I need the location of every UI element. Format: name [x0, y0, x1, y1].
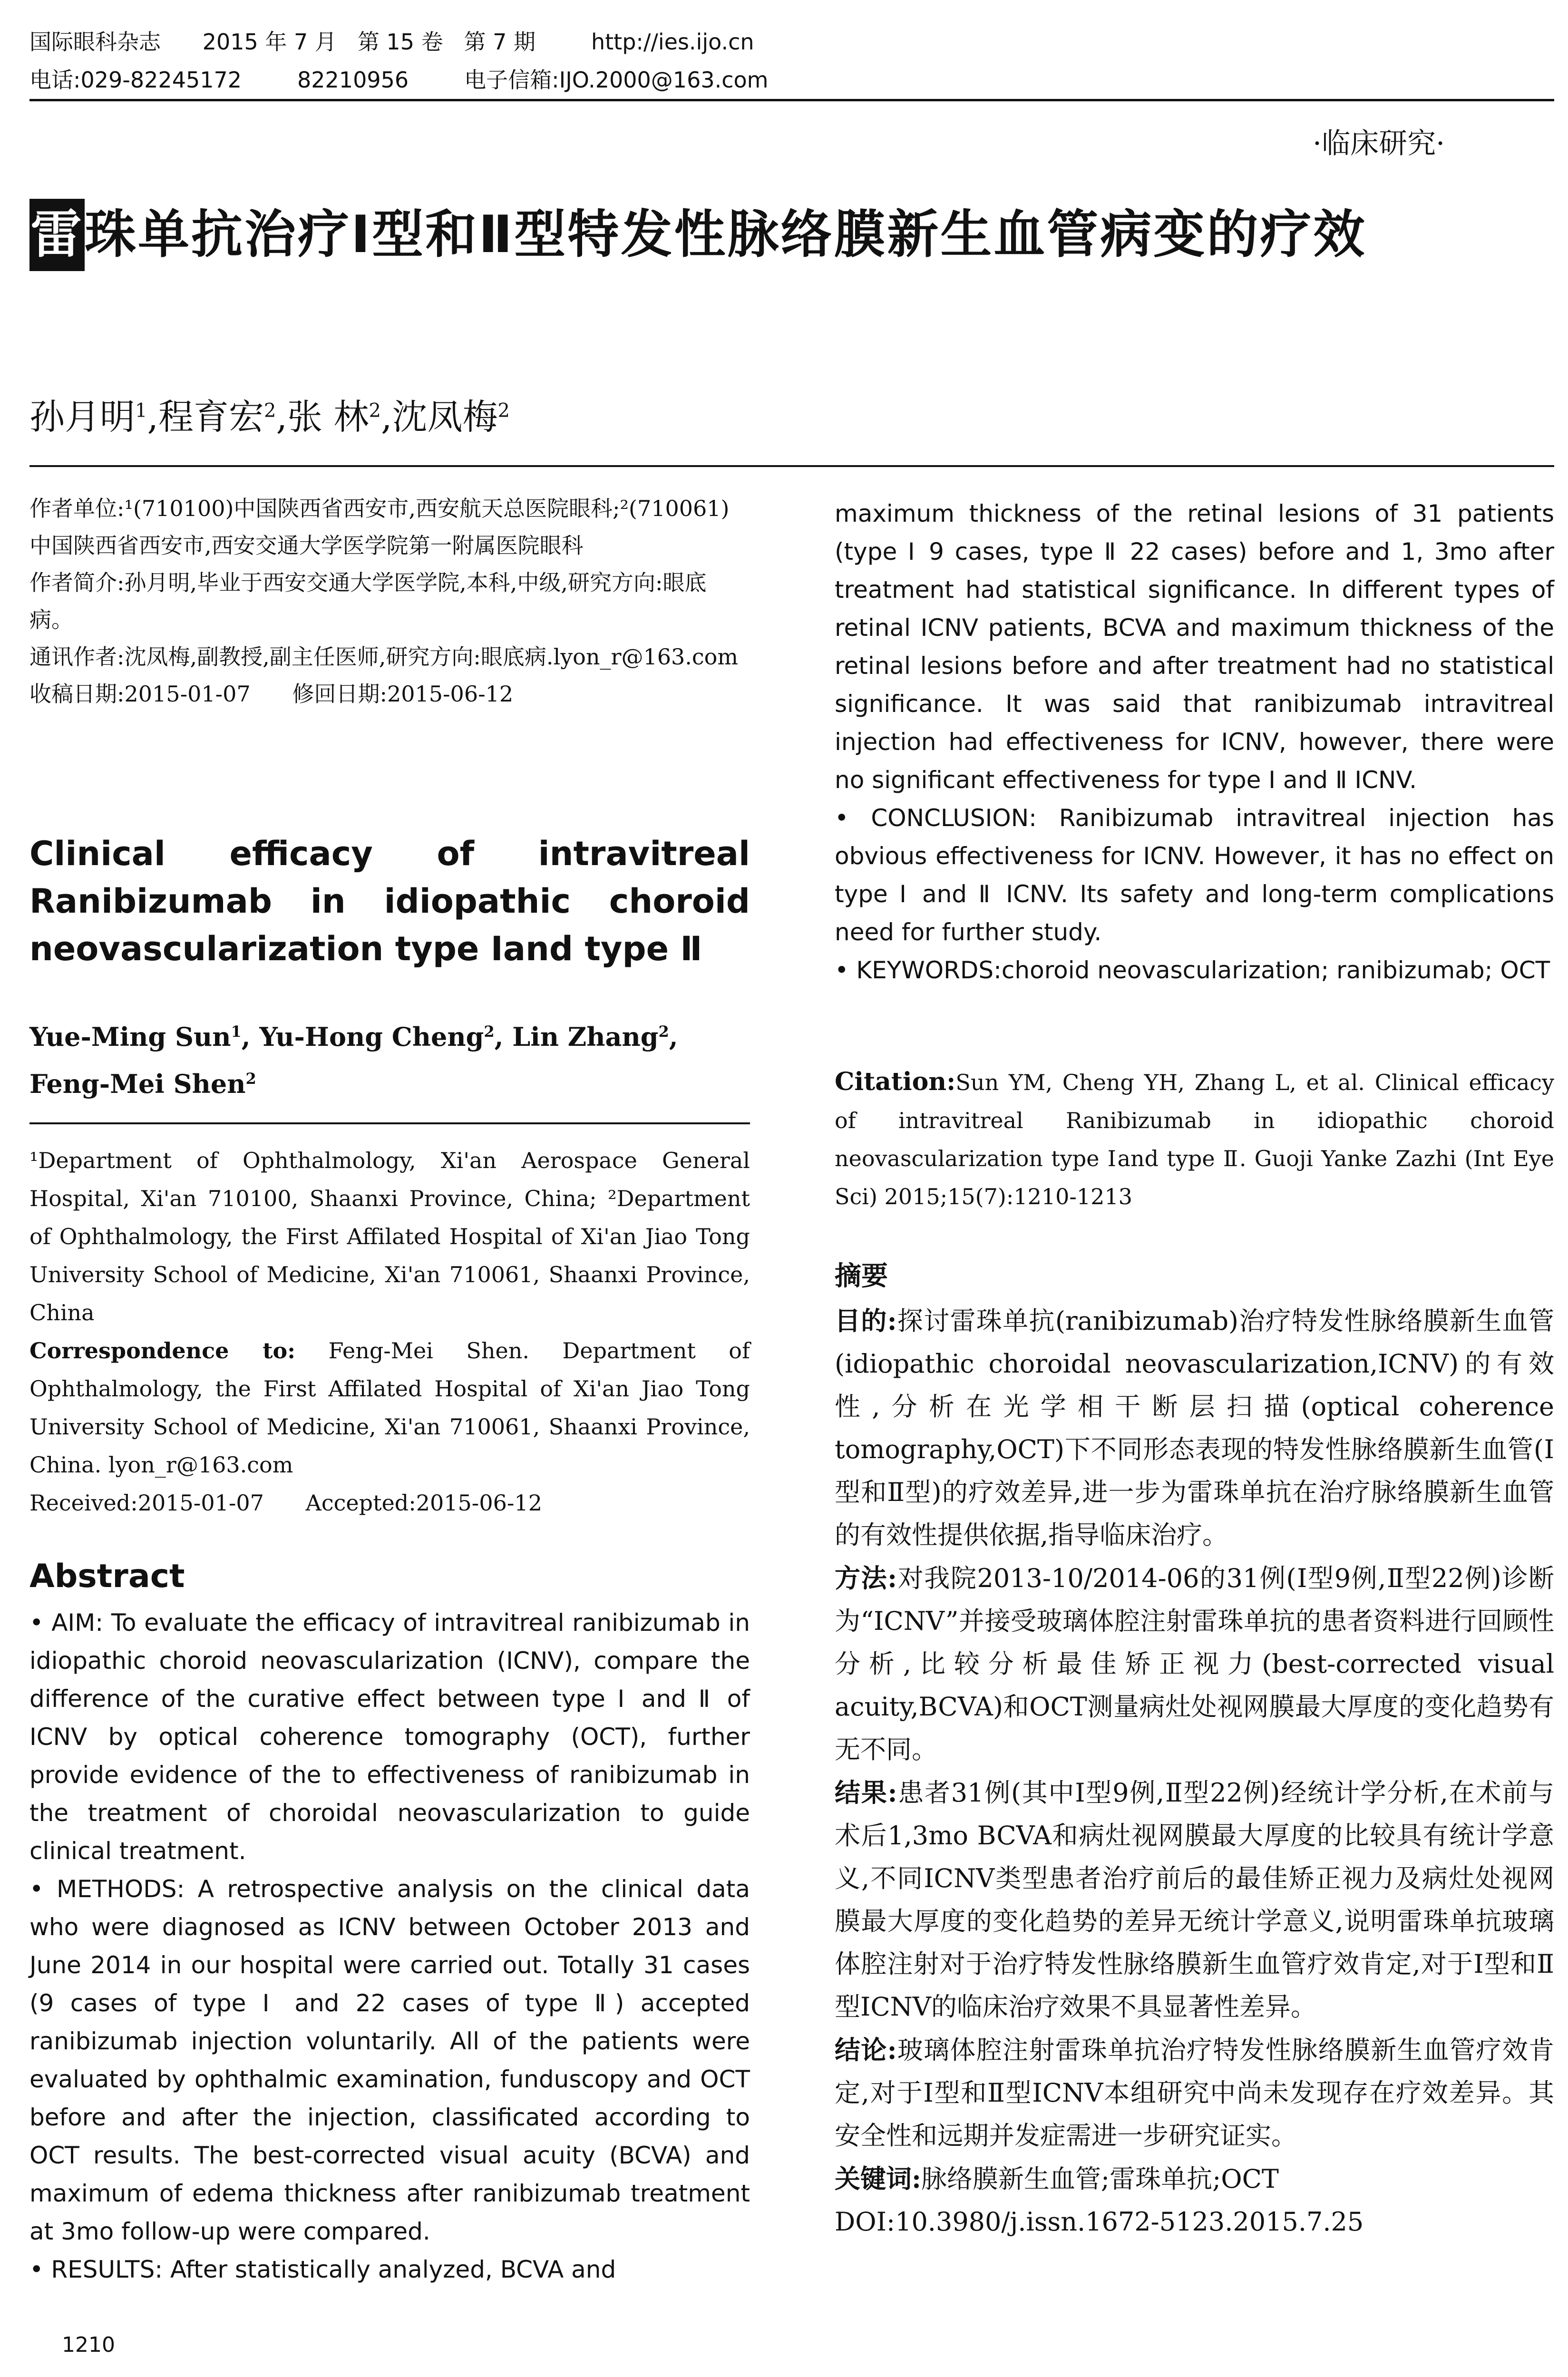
email: 电子信箱:IJO.2000@163.com [464, 67, 769, 93]
running-header-line2 [29, 63, 768, 94]
issue-date: 2015 年 7 月 [202, 29, 337, 55]
abstract-cn-heading: 摘要 [835, 1260, 888, 1292]
author-name: 程育宏 [158, 397, 264, 438]
abstract-cn-aim [835, 1299, 1554, 1557]
received-cn: 收稿日期:2015-01-07 [29, 681, 251, 707]
phone: 电话:029-82245172 [29, 67, 242, 93]
abstract-cn-conclusion [835, 2028, 1554, 2157]
article-title [29, 199, 1551, 271]
results-text-cn: 患者31例(其中Ⅰ型9例,Ⅱ型22例)经统计学分析,在术前与术后1,3mo BCVA和病灶视网膜最大厚度的比较具有统计学意义,不同ICNV类型患者治疗前后的最佳矫正视力及病灶处视网膜最大厚度的变化趋势的差异无统计学意义,说明雷珠单抗玻璃体腔注射对于治疗特发性脉络膜新生血管疗效肯定,对于Ⅰ型和Ⅱ型ICNV的临床治疗效果不具显著性差异。 [835, 1778, 1554, 2022]
author-name: 张 林 [287, 397, 369, 438]
english-affiliation [29, 1141, 750, 1522]
english-title-line: Clinical efficacy of intravitreal [29, 834, 750, 873]
dates-en [29, 1484, 750, 1522]
correspondence-text: Feng-Mei Shen. Department of Ophthalmology, the First Affilated Hospital of Xi'an Jiao Tong University School of Medicine, Xi'an 710061, Shaanxi Province, China. lyon_r@163.com [29, 1338, 750, 1478]
author-sup: 2 [245, 1070, 256, 1088]
correspondence-label: Correspondence to: [29, 1338, 296, 1364]
dates-cn [29, 675, 750, 712]
abstract-results-start: • RESULTS: After statistically analyzed, BCVA and [29, 2256, 616, 2283]
english-title [29, 830, 750, 973]
journal-name: 国际眼科杂志 [29, 29, 161, 55]
author-name: Yu-Hong Cheng [259, 1022, 484, 1052]
aim-label-cn: 目的: [835, 1305, 897, 1336]
author-name: 沈凤梅 [392, 397, 498, 438]
abstract-conclusion: • CONCLUSION: Ranibizumab intravitreal injection has obvious effectiveness for ICNV. However, it has no effect on type Ⅰ and Ⅱ ICNV. Its safety and long-term complications need for further study. [835, 804, 1554, 946]
abstract-methods: • METHODS: A retrospective analysis on the clinical data who were diagnosed as ICNV between October 2013 and June 2014 in our hospital were carried out. Totally 31 cases (9 cases of type Ⅰ and 22 cases of type Ⅱ) accepted ranibizumab injection voluntarily. All of the patients were evaluated by ophthalmic examination, funduscopy and OCT before and after the injection, classificated according to OCT results. The best-corrected visual acuity (BCVA) and maximum of edema thickness after ranibizumab treatment at 3mo follow-up were compared. [29, 1875, 750, 2245]
abstract-cn-keywords [835, 2157, 1554, 2201]
affiliation-text: ¹Department of Ophthalmology, Xi'an Aerospace General Hospital, Xi'an 710100, Shaanxi Province, China; ²Department of Ophthalmology, the First Affilated Hospital of Xi'an Jiao Tong University School of Medicine, Xi'an 710061, Shaanxi Province, China [29, 1148, 750, 1325]
title-rest: 珠单抗治疗Ⅰ型和Ⅱ型特发性脉络膜新生血管病变的疗效 [85, 205, 1367, 264]
citation [835, 1063, 1554, 1216]
citation-text: Sun YM, Cheng YH, Zhang L, et al. Clinical efficacy of intravitreal Ranibizumab in idiopathic choroid neovascularization type Ⅰand type Ⅱ. Guoji Yanke Zazhi (Int Eye Sci) 2015;15(7):1210-1213 [835, 1070, 1554, 1209]
author-bio-cn: 作者简介:孙月明,毕业于西安交通大学医学院,本科,中级,研究方向:眼底病。 [29, 570, 707, 633]
english-authors-rule [29, 1122, 750, 1124]
abstract-cn [835, 1255, 1554, 2243]
aim-text-cn: 探讨雷珠单抗(ranibizumab)治疗特发性脉络膜新生血管(idiopathic choroidal neovascularization,ICNV)的有效性,分析在光学相干断层扫描(optical coherence tomography,OCT)下不同形态表现的特发性脉络膜新生血管(Ⅰ型和Ⅱ型)的疗效差异,进一步为雷珠单抗在治疗脉络膜新生血管的有效性提供依据,指导临床治疗。 [835, 1306, 1554, 1550]
section-tag: ·临床研究· [1313, 127, 1445, 160]
abstract-right [835, 495, 1554, 989]
english-authors: Yue-Ming Sun$^1$, Yu-Hong Cheng$^2$, Lin Zhang$^2$, Feng-Mei Shen$^2$ [29, 1022, 678, 1099]
running-header-line1 [29, 25, 754, 56]
author-name: 孙月明 [29, 397, 135, 438]
conclusion-label-cn: 结论: [835, 2035, 897, 2065]
header-rule [29, 99, 1554, 101]
doi: DOI:10.3980/j.issn.1672-5123.2015.7.25 [835, 2207, 1364, 2237]
author-sup: 2 [369, 399, 381, 422]
author-sup: 1 [231, 1023, 242, 1041]
received-en: Received:2015-01-07 [29, 1490, 264, 1516]
keywords-label-cn: 关键词: [835, 2163, 921, 2194]
methods-label-cn: 方法: [835, 1563, 897, 1593]
volume: 第 15 卷 [357, 29, 443, 55]
journal-url: http://ies.ijo.cn [591, 29, 754, 55]
correspondence-en [29, 1332, 750, 1484]
revised-cn: 修回日期:2015-06-12 [292, 681, 514, 707]
author-sup: 1 [135, 399, 147, 422]
abstract-aim: • AIM: To evaluate the efficacy of intravitreal ranibizumab in idiopathic choroid neovascularization (ICNV), compare the difference of the curative effect between type Ⅰ and Ⅱ of ICNV by optical coherence tomography (OCT), further provide evidence of the to effectiveness of ranibizumab in the treatment of choroidal neovascularization to guide clinical treatment. [29, 1609, 750, 1865]
author-sup: 2 [263, 399, 276, 422]
affiliation-unit-cn: 作者单位:¹(710100)中国陕西省西安市,西安航天总医院眼科;²(710061)中国陕西省西安市,西安交通大学医学院第一附属医院眼科 [29, 496, 730, 558]
author-sup: 2 [497, 399, 510, 422]
abstract-cn-results [835, 1771, 1554, 2028]
author-sup: 2 [484, 1023, 495, 1041]
author-name: Feng-Mei Shen [29, 1069, 246, 1099]
abstract-left [29, 1604, 750, 2289]
accepted-en: Accepted:2015-06-12 [305, 1490, 542, 1516]
keywords-text-cn: 脉络膜新生血管;雷珠单抗;OCT [921, 2164, 1279, 2194]
english-title-line: Ranibizumab in idiopathic choroid [29, 882, 750, 921]
abstract-cn-methods [835, 1557, 1554, 1771]
author-sup: 2 [658, 1023, 669, 1041]
abstract-results-cont: maximum thickness of the retinal lesions of 31 patients (type Ⅰ 9 cases, type Ⅱ 22 cases) before and 1, 3mo after treatment had statistical significance. In different types of retinal ICNV patients, BCVA and maximum thickness of the retinal lesions before and after treatment had no statistical significance. It was said that ranibizumab intravitreal injection had effectiveness for ICNV, however, there were no significant effectiveness for type Ⅰ and Ⅱ ICNV. [835, 500, 1554, 794]
results-label-cn: 结果: [835, 1777, 897, 1808]
page-number: 1210 [62, 2333, 115, 2357]
english-title-line: neovascularization type Ⅰand type Ⅱ [29, 929, 702, 968]
issue-number: 第 7 期 [464, 29, 536, 55]
author-name: Lin Zhang [512, 1022, 659, 1052]
author-name: Yue-Ming Sun [29, 1022, 231, 1052]
phone-alt: 82210956 [297, 67, 409, 93]
methods-text-cn: 对我院2013-10/2014-06的31例(Ⅰ型9例,Ⅱ型22例)诊断为“ICNV”并接受玻璃体腔注射雷珠单抗的患者资料进行回顾性分析,比较分析最佳矫正视力(best-corrected visual acuity,BCVA)和OCT测量病灶处视网膜最大厚度的变化趋势有无不同。 [835, 1563, 1555, 1764]
conclusion-text-cn: 玻璃体腔注射雷珠单抗治疗特发性脉络膜新生血管疗效肯定,对于Ⅰ型和Ⅱ型ICNV本组研究中尚未发现存在疗效差异。其安全性和远期并发症需进一步研究证实。 [835, 2035, 1554, 2151]
affiliation-cn [29, 490, 750, 712]
abstract-keywords: • KEYWORDS:choroid neovascularization; ranibizumab; OCT [835, 956, 1550, 984]
abstract-heading: Abstract [29, 1558, 185, 1595]
authors-cn: 孙月明$^1$,程育宏$^2$,张 林$^2$,沈凤梅$^2$ [29, 397, 510, 438]
citation-label: Citation: [835, 1067, 956, 1096]
title-rule [29, 465, 1554, 467]
correspondence-cn: 通讯作者:沈凤梅,副教授,副主任医师,研究方向:眼底病.lyon_r@163.com [29, 644, 738, 670]
title-first-char: 雷 [29, 199, 85, 271]
